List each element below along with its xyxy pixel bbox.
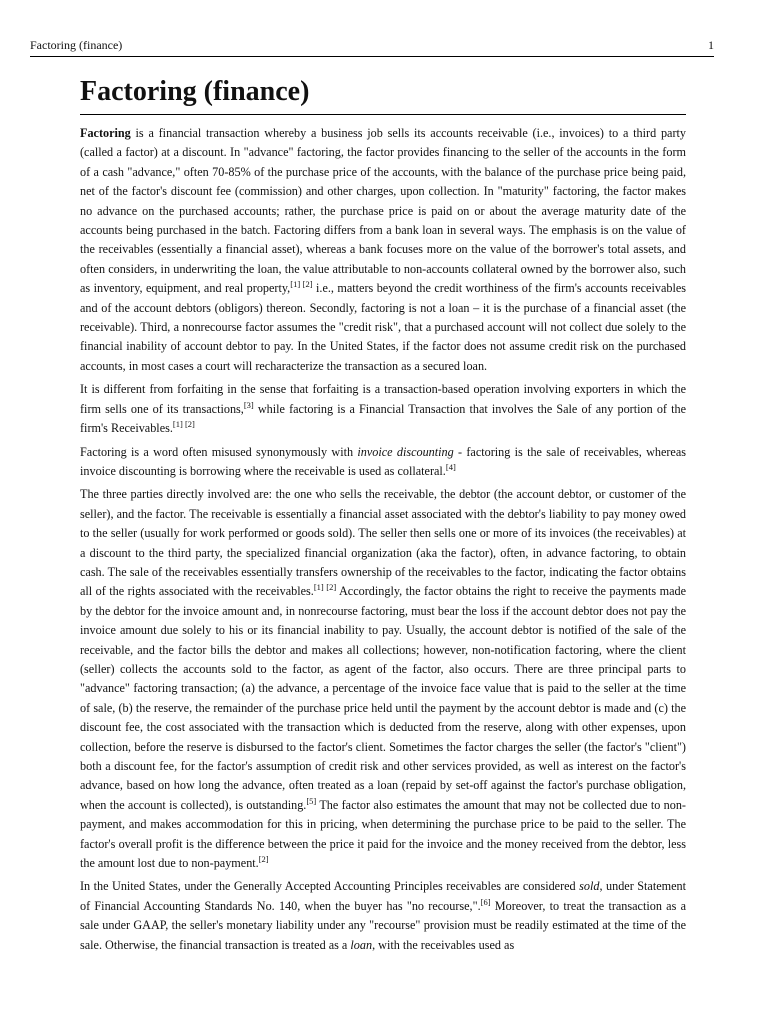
- paragraph-text: - factoring is the sale of receivables, whereas invoice discounting is borrowing where the receivable is used as collateral.: [80, 444, 686, 478]
- paragraph-text: Moreover, to treat the transaction as a sale under GAAP, the seller's monetary liability under any "recourse" provision must be readily estimated at the time of the sale. Otherwise, the financial transaction is treated as a: [80, 898, 686, 952]
- paragraph-text: while factoring is a Financial Transaction that involves the Sale of any portion of the firm's Receivables.: [80, 401, 686, 436]
- reference-link[interactable]: [4]: [445, 461, 456, 472]
- paragraph-intro: [80, 124, 686, 376]
- article-title: Factoring (finance): [80, 74, 686, 115]
- paragraph-three-parties: [80, 485, 686, 873]
- lead-term: Factoring: [80, 126, 131, 140]
- paragraph-text: i.e., matters beyond the credit worthiness of the firm's accounts receivables and of the account debtors (obligors) thereon. Secondly, factoring is not a loan – it is the purchase of a financial asset (the receivable). Third, a nonrecourse factor assumes the "credit risk", that a purchased account will not collect due solely to the financial inability of account debtor to pay. In the United States, if the factor does not assume credit risk on the purchased accounts, in most cases a court will recharacterize the transaction as a secured loan.: [80, 281, 686, 373]
- paragraph-text: The three parties directly involved are: the one who sells the receivable, the debtor (the account debtor, or customer of the seller), and the factor. The receivable is essentially a financial asset associated with the debtor's liability to pay money owed to the seller (usually for work performed or goods sold). The seller then sells one or more of its invoices (the receivables) at a discount to the third party, the specialized financial organization (aka the factor), often, in advance factoring, to obtain cash. The sale of the receivables essentially transfers ownership of the receivables to the factor, indicating the factor obtains all of the rights associated with the receivables.: [80, 487, 686, 599]
- italic-term: sold: [579, 879, 600, 894]
- running-header: [30, 38, 714, 57]
- paragraph-invoice-discounting: [80, 443, 686, 482]
- italic-term: invoice discounting: [357, 444, 454, 459]
- paragraph-text: It is different from forfaiting in the sense that forfaiting is a transaction-based operation involving exporters in which the firm sells one of its transactions,: [80, 382, 686, 416]
- paragraph-text: is a financial transaction whereby a business job sells its accounts receivable (i.e., invoices) to a third party (called a factor) at a discount. In "advance" factoring, the factor provides financing to the seller of the accounts in the form of a cash "advance," often 70-85% of the purchase price of the accounts, with the balance of the purchase price being paid, net of the factor's discount fee (commission) and other charges, upon collection. In "maturity" factoring, the factor makes no advance on the purchased accounts; rather, the purchase price is paid on or about the average maturity date of the accounts being purchased in the batch. Factoring differs from a bank loan in several ways. The emphasis is on the value of the receivables (essentially a financial asset), whereas a bank focuses more on the value of the borrower's total assets, and often considers, in underwriting the loan, the value attributable to non-accounts collateral owned by the borrower also, such as inventory, equipment, and real property,: [80, 126, 686, 296]
- page-number: 1: [708, 38, 714, 52]
- reference-link[interactable]: [2]: [258, 854, 269, 865]
- reference-link[interactable]: [1] [2]: [313, 582, 337, 593]
- article: [80, 74, 686, 959]
- paragraph-text: , with the receivables used as: [372, 937, 515, 952]
- italic-term: loan: [350, 937, 373, 952]
- paragraph-gaap: [80, 877, 686, 955]
- paragraph-text: The factor also estimates the amount that may not be collected due to non-payment, and makes accommodation for this in pricing, when determining the purchase price to be paid to the seller. The factor's overall profit is the difference between the price it paid for the invoice and the money received from the debtor, less the amount lost due to non-payment.: [80, 797, 686, 871]
- paragraph-text: Accordingly, the factor obtains the right to receive the payments made by the debtor for the invoice amount and, in nonrecourse factoring, must bear the loss if the account debtor does not pay the invoice amount due solely to his or its financial inability to pay. Usually, the account debtor is notified of the sale of the receivable, and the factor bills the debtor and makes all collections; however, non-notification factoring, where the client (seller) collects the accounts sold to the factor, as agent of the factor, also occurs. There are three principal parts to "advance" factoring transaction; (a) the advance, a percentage of the invoice face value that is paid to the seller at the time of sale, (b) the reserve, the remainder of the purchase price held until the payment by the account debtor is made and (c) the discount fee, the cost associated with the transaction which is deducted from the reserve, along with other expenses, upon collection, before the reserve is disbursed to the factor's client. Sometimes the factor charges the seller (the factor's "client") both a discount fee, for the factor's assumption of credit risk and other services provided, as well as interest on the factor's advance, based on how long the advance, often treated as a loan (repaid by set-off against the factor's purchase obligation, when the account is collected), is outstanding.: [80, 584, 686, 812]
- running-title: Factoring (finance): [30, 38, 123, 52]
- paragraph-text: Factoring is a word often misused synonymously with: [80, 444, 358, 459]
- article-body: [80, 124, 686, 955]
- reference-link[interactable]: [1] [2]: [172, 419, 195, 430]
- paragraph-text: , under Statement of Financial Accounting Standards No. 140, when the buyer has "no recourse,".: [80, 879, 686, 913]
- reference-link[interactable]: [6]: [480, 896, 491, 907]
- reference-link[interactable]: [1] [2]: [290, 279, 313, 290]
- reference-link[interactable]: [5]: [306, 795, 317, 806]
- paragraph-text: In the United States, under the Generally Accepted Accounting Principles receivables are considered: [80, 879, 580, 894]
- reference-link[interactable]: [3]: [243, 399, 254, 410]
- paragraph-forfaiting: [80, 380, 686, 438]
